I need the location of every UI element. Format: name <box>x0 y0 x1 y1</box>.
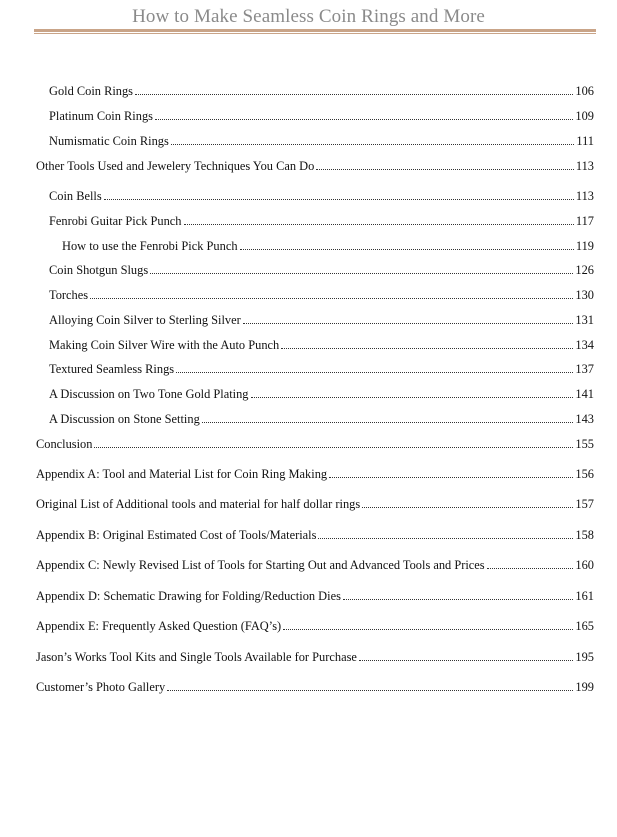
toc-entry-page: 130 <box>575 288 594 302</box>
toc-entry-label: Appendix D: Schematic Drawing for Folding/Reduction Dies <box>36 589 341 603</box>
toc-entry-label: Other Tools Used and Jewelery Techniques You Can Do <box>36 159 315 173</box>
toc-entry-label: Making Coin Silver Wire with the Auto Punch <box>49 338 280 352</box>
dot-leader <box>176 372 573 373</box>
dot-leader <box>362 507 573 508</box>
toc-entry-page: 199 <box>575 680 594 694</box>
toc-entry[interactable] <box>36 558 594 573</box>
header-rule-thin <box>34 33 596 34</box>
toc-entry-label: Conclusion <box>36 437 93 451</box>
toc-entry[interactable] <box>36 437 594 452</box>
toc-entry[interactable] <box>36 619 594 634</box>
toc-entry[interactable] <box>49 189 594 204</box>
toc-entry-page: 131 <box>575 313 594 327</box>
toc-entry-page: 113 <box>575 189 594 203</box>
toc-entry-label: Jason’s Works Tool Kits and Single Tools Available for Purchase <box>36 650 357 664</box>
toc-entry[interactable] <box>49 109 594 124</box>
dot-leader <box>94 447 573 448</box>
toc-entry[interactable] <box>36 680 594 695</box>
dot-leader <box>359 660 574 661</box>
toc-entry-label: Appendix C: Newly Revised List of Tools for Starting Out and Advanced Tools and Prices <box>36 558 485 572</box>
toc-entry-page: 134 <box>575 338 594 352</box>
toc-entry-label: Appendix B: Original Estimated Cost of Tools/Materials <box>36 528 317 542</box>
toc-entry-label: Platinum Coin Rings <box>49 109 153 123</box>
dot-leader <box>283 629 573 630</box>
toc-entry-label: Original List of Additional tools and material for half dollar rings <box>36 497 361 511</box>
toc-entry[interactable] <box>36 467 594 482</box>
toc-entry[interactable] <box>49 338 594 353</box>
toc-entry[interactable] <box>49 362 594 377</box>
dot-leader <box>135 94 573 95</box>
toc-entry-label: Appendix A: Tool and Material List for Coin Ring Making <box>36 467 328 481</box>
dot-leader <box>155 119 573 120</box>
dot-leader <box>104 199 574 200</box>
dot-leader <box>316 169 574 170</box>
toc-entry-label: Textured Seamless Rings <box>49 362 175 376</box>
toc-entry-label: Customer’s Photo Gallery <box>36 680 166 694</box>
toc-entry-label: Coin Bells <box>49 189 102 203</box>
dot-leader <box>240 249 574 250</box>
toc-entry-label: Coin Shotgun Slugs <box>49 263 149 277</box>
toc-entry[interactable] <box>49 412 594 427</box>
toc-entry-page: 156 <box>575 467 594 481</box>
toc-entry-page: 155 <box>575 437 594 451</box>
toc-entry[interactable] <box>36 589 594 604</box>
toc-entry-page: 195 <box>575 650 594 664</box>
toc-entry[interactable] <box>49 313 594 328</box>
dot-leader <box>318 538 573 539</box>
toc-entry[interactable] <box>49 214 594 229</box>
toc-entry-label: Torches <box>49 288 89 302</box>
toc-entry-label: How to use the Fenrobi Pick Punch <box>62 239 238 253</box>
toc-entry-page: 109 <box>575 109 594 123</box>
toc-entry-page: 141 <box>575 387 594 401</box>
toc-entry[interactable] <box>62 239 594 254</box>
toc-entry-page: 165 <box>575 619 594 633</box>
toc-entry-label: Appendix E: Frequently Asked Question (FAQ’s) <box>36 619 282 633</box>
dot-leader <box>487 568 574 569</box>
toc-entry[interactable] <box>49 263 594 278</box>
dot-leader <box>167 690 573 691</box>
toc-entry-page: 158 <box>575 528 594 542</box>
header-rule <box>34 29 596 32</box>
toc-entry-label: Gold Coin Rings <box>49 84 133 98</box>
toc-entry-page: 126 <box>575 263 594 277</box>
toc-entry-page: 161 <box>575 589 594 603</box>
toc-entry-label: A Discussion on Stone Setting <box>49 412 200 426</box>
dot-leader <box>171 144 575 145</box>
dot-leader <box>251 397 574 398</box>
toc-entry-page: 111 <box>576 134 594 148</box>
toc-entry[interactable] <box>49 288 594 303</box>
dot-leader <box>329 477 573 478</box>
toc-entry-label: Alloying Coin Silver to Sterling Silver <box>49 313 241 327</box>
toc-entry-page: 160 <box>575 558 594 572</box>
toc-entry-page: 157 <box>575 497 594 511</box>
toc-entry-label: Numismatic Coin Rings <box>49 134 169 148</box>
dot-leader <box>202 422 574 423</box>
toc-entry-page: 117 <box>575 214 594 228</box>
toc-entry[interactable] <box>49 84 594 99</box>
toc-entry[interactable] <box>49 387 594 402</box>
toc-entry-page: 106 <box>575 84 594 98</box>
toc-entry[interactable] <box>36 528 594 543</box>
toc-entry[interactable] <box>49 134 594 149</box>
toc-entry-page: 119 <box>575 239 594 253</box>
toc-entry-page: 143 <box>575 412 594 426</box>
dot-leader <box>184 224 574 225</box>
header-title: How to Make Seamless Coin Rings and More <box>132 6 485 27</box>
toc-entry-page: 137 <box>575 362 594 376</box>
toc-entry[interactable] <box>36 497 594 512</box>
dot-leader <box>150 273 573 274</box>
dot-leader <box>243 323 574 324</box>
toc-entry-page: 113 <box>575 159 594 173</box>
dot-leader <box>90 298 573 299</box>
dot-leader <box>281 348 573 349</box>
toc-entry-label: A Discussion on Two Tone Gold Plating <box>49 387 249 401</box>
dot-leader <box>343 599 574 600</box>
toc-entry[interactable] <box>36 159 594 174</box>
toc-entry[interactable] <box>36 650 594 665</box>
toc-entry-label: Fenrobi Guitar Pick Punch <box>49 214 182 228</box>
